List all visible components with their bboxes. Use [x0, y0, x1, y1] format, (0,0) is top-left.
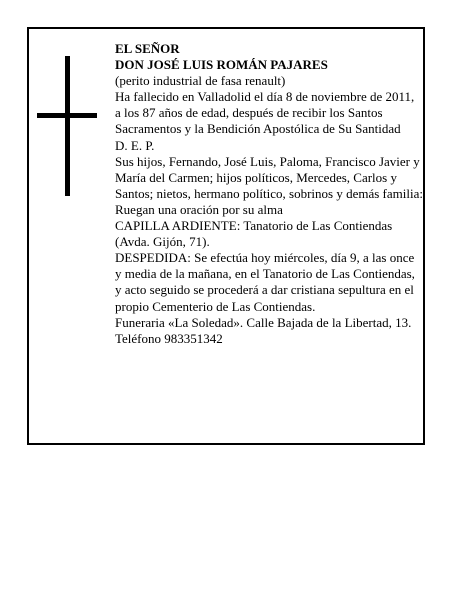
family-list: Sus hijos, Fernando, José Luis, Paloma, Francisco Javier y María del Carmen; hijos políticos, Mercedes, Carlos y Santos; nietos, hermano político, sobrinos y demás familia: [115, 153, 423, 201]
cross-horizontal-bar [37, 113, 97, 118]
obituary-notice [27, 27, 425, 445]
farewell-info: DESPEDIDA: Se efectúa hoy miércoles, día 9, a las once y media de la mañana, en el Tanatorio de Las Contiendas, y acto seguido se procederá a dar cristiana sepultura en el propio Cementerio de Las Contiendas. [115, 250, 415, 314]
rest-in-peace: D. E. P. [115, 137, 155, 153]
notice-text [115, 41, 423, 347]
chapel-info: CAPILLA ARDIENTE: Tanatorio de Las Contiendas (Avda. Gijón, 71). [115, 218, 393, 250]
funeral-home-info: Funeraria «La Soledad». Calle Bajada de la Libertad, 13. Teléfono 983351342 [115, 314, 412, 346]
cross-vertical-bar [65, 56, 70, 196]
latin-cross-icon [37, 56, 97, 196]
notice-heading: EL SEÑOR [115, 41, 180, 56]
deceased-occupation: (perito industrial de fasa renault) [115, 73, 286, 89]
prayer-request: Ruegan una oración por su alma [115, 201, 283, 217]
deceased-name: DON JOSÉ LUIS ROMÁN PAJARES [115, 57, 328, 73]
death-statement: Ha fallecido en Valladolid el día 8 de noviembre de 2011, a los 87 años de edad, después de recibir los Santos Sacramentos y la Bendición Apostólica de Su Santidad [115, 89, 415, 137]
